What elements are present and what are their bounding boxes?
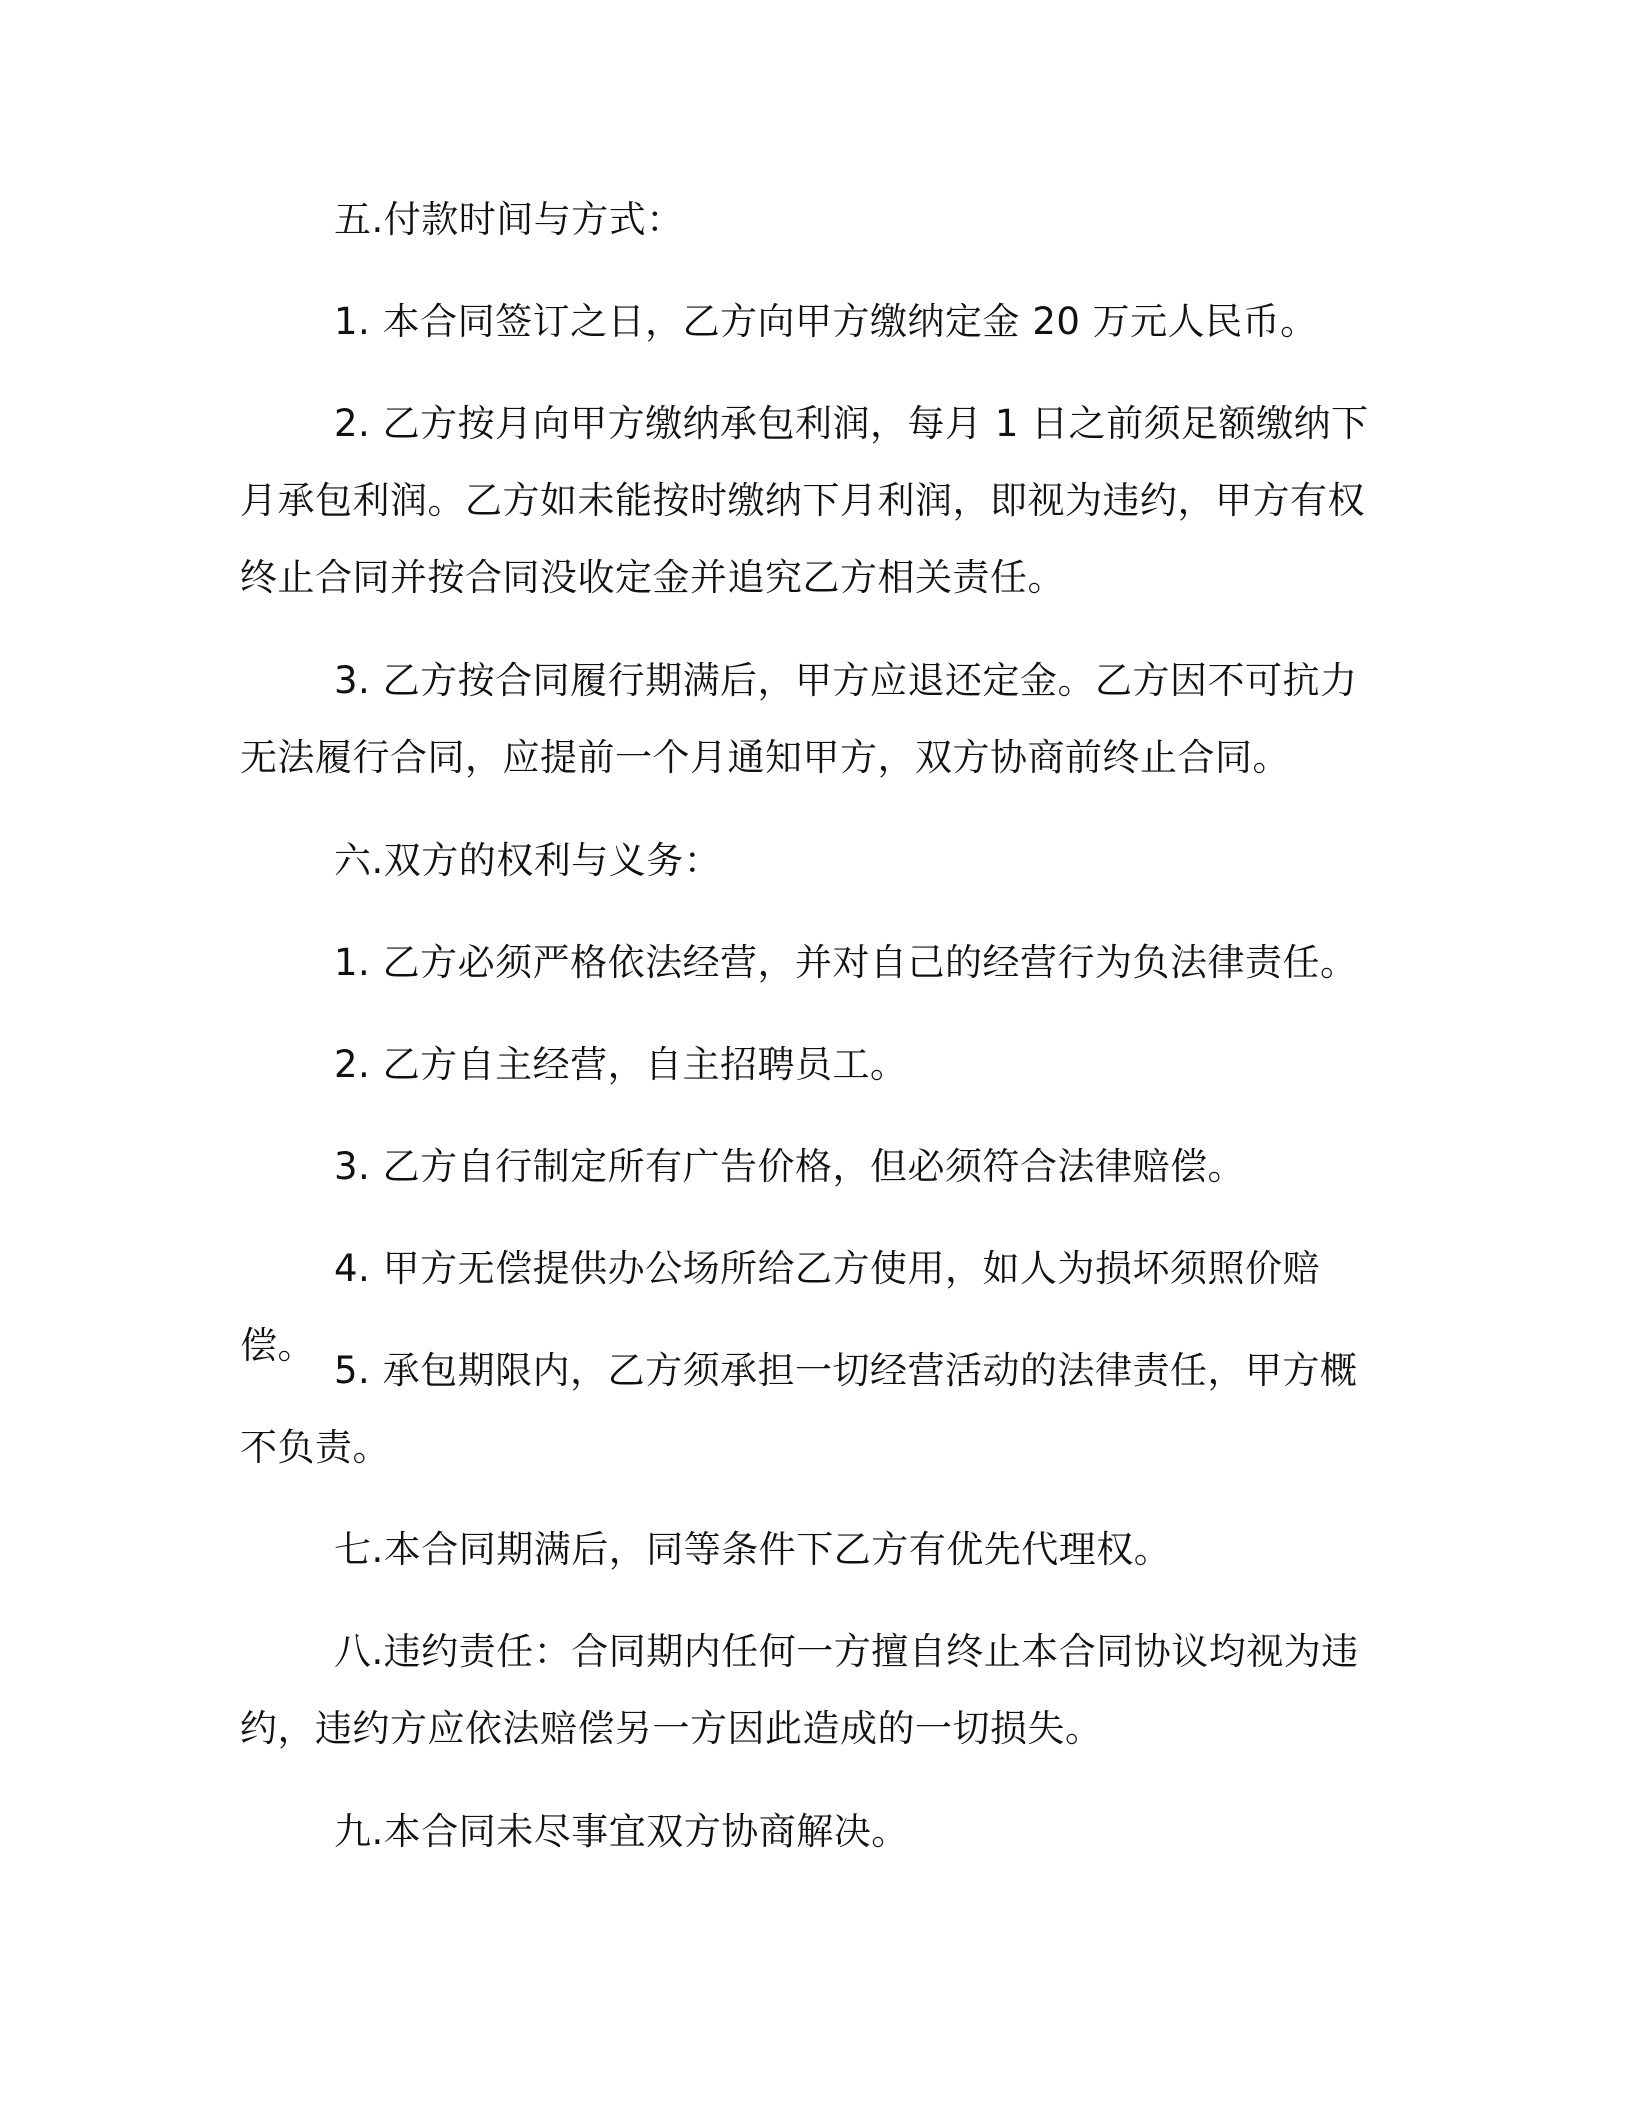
- section-7: 七.本合同期满后，同等条件下乙方有优先代理权。: [334, 1528, 1172, 1571]
- section-9: 九.本合同未尽事宜双方协商解决。: [334, 1810, 909, 1853]
- section-5-item-2: 2. 乙方按月向甲方缴纳承包利润，每月 1 日之前须足额缴纳下月承包利润。乙方如未能按时缴纳下月利润，即视为违约，甲方有权终止合同并按合同没收定金并追究乙方相关责任。: [240, 402, 1369, 599]
- section-5-heading: 五.付款时间与方式：: [334, 198, 684, 241]
- section-6-heading: 六.双方的权利与义务：: [334, 839, 722, 882]
- section-5-item-1: 1. 本合同签订之日，乙方向甲方缴纳定金 20 万元人民币。: [334, 300, 1318, 343]
- section-5-item-3: 3. 乙方按合同履行期满后，甲方应退还定金。乙方因不可抗力无法履行合同，应提前一个月通知甲方，双方协商前终止合同。: [240, 659, 1358, 779]
- section-6-item-3: 3. 乙方自行制定所有广告价格，但必须符合法律赔偿。: [334, 1145, 1246, 1188]
- section-6-item-2: 2. 乙方自主经营，自主招聘员工。: [334, 1043, 908, 1086]
- section-6-item-4: 4. 甲方无偿提供办公场所给乙方使用，如人为损坏须照价赔偿。: [240, 1247, 1321, 1367]
- section-6-item-5: 5. 承包期限内，乙方须承担一切经营活动的法律责任，甲方概不负责。: [240, 1349, 1358, 1469]
- section-8: 八.违约责任：合同期内任何一方擅自终止本合同协议均视为违约，违约方应依法赔偿另一方因此造成的一切损失。: [240, 1630, 1359, 1750]
- section-6-item-1: 1. 乙方必须严格依法经营，并对自己的经营行为负法律责任。: [334, 941, 1358, 984]
